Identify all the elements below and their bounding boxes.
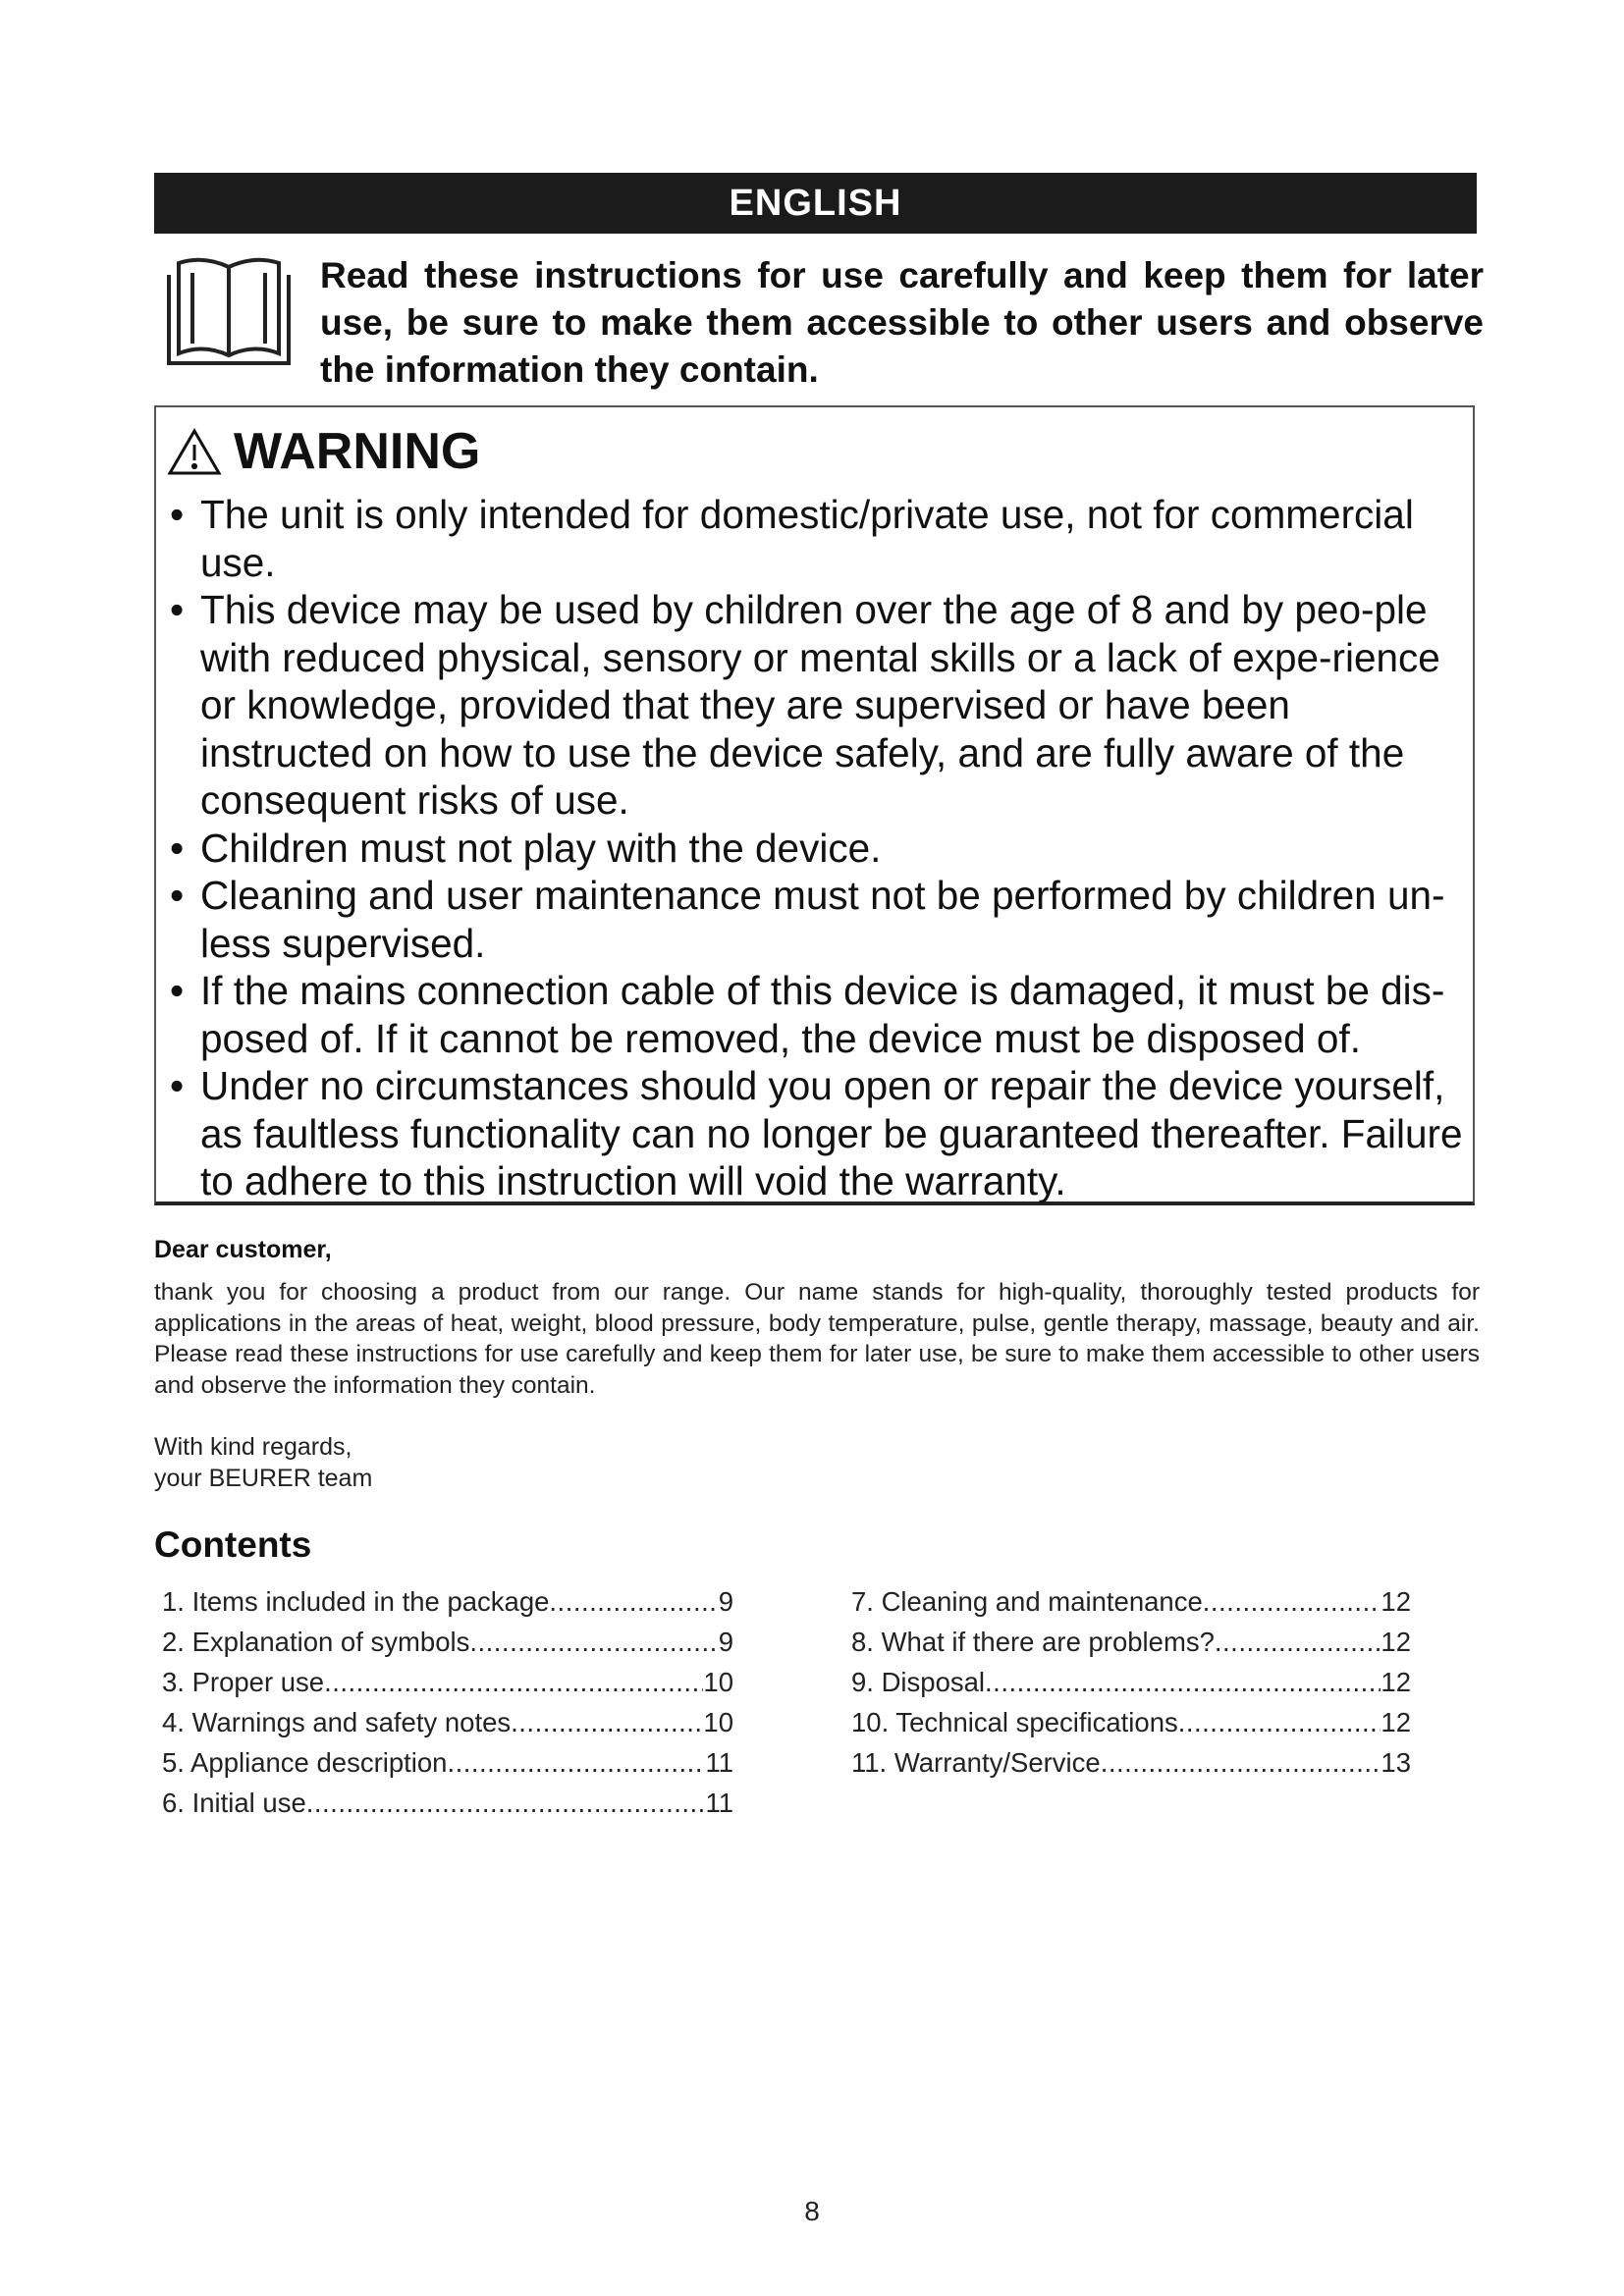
warning-item: • The unit is only intended for domestic/private use, not for commercial use. xyxy=(167,491,1473,586)
closing-line: With kind regards, xyxy=(154,1433,352,1461)
warning-triangle-icon xyxy=(167,427,222,476)
letter-greeting: Dear customer, xyxy=(154,1236,332,1263)
toc-entry[interactable] xyxy=(162,1702,733,1742)
toc-label: 2. Explanation of symbols xyxy=(162,1627,470,1657)
toc-page: 10 xyxy=(703,1667,733,1697)
toc-page: 11 xyxy=(705,1788,733,1818)
book-icon xyxy=(159,253,298,371)
page-number: 8 xyxy=(804,2196,820,2226)
toc-column-left xyxy=(162,1581,733,1823)
toc-label: 3. Proper use xyxy=(162,1667,325,1697)
toc-label: 1. Items included in the package xyxy=(162,1586,550,1617)
toc-page: 9 xyxy=(718,1586,733,1617)
toc-page: 12 xyxy=(1380,1667,1411,1697)
toc-entry[interactable] xyxy=(162,1581,733,1622)
toc-entry[interactable] xyxy=(851,1662,1411,1702)
toc-page: 13 xyxy=(1380,1747,1411,1778)
toc-entry[interactable] xyxy=(162,1742,733,1783)
warning-item: • If the mains connection cable of this device is damaged, it must be dis-posed of. If it cannot be removed, the device must be disposed of. xyxy=(167,967,1473,1062)
toc-entry[interactable] xyxy=(162,1622,733,1662)
toc-label: 4. Warnings and safety notes xyxy=(162,1707,512,1737)
toc-label: 11. Warranty/Service xyxy=(851,1747,1101,1778)
warning-title: WARNING xyxy=(234,423,481,480)
toc-page: 10 xyxy=(703,1707,733,1737)
toc-entry[interactable] xyxy=(851,1622,1411,1662)
toc-label: 8. What if there are problems? xyxy=(851,1627,1215,1657)
language-header: ENGLISH xyxy=(154,173,1477,234)
toc-entry[interactable] xyxy=(851,1581,1411,1622)
toc-label: 7. Cleaning and maintenance xyxy=(851,1586,1203,1617)
warning-list xyxy=(167,491,1473,1205)
toc-page: 12 xyxy=(1380,1707,1411,1737)
signature-line: your BEURER team xyxy=(154,1465,373,1492)
toc-entry[interactable] xyxy=(162,1662,733,1702)
warning-item: • Under no circumstances should you open or repair the device yourself, as faultless functionality can no longer be guaranteed thereafter. Failure to adhere to this instruction will void the warranty. xyxy=(167,1062,1473,1205)
contents-title: Contents xyxy=(154,1524,312,1565)
warning-item: • Children must not play with the device. xyxy=(167,825,1473,873)
toc-page: 11 xyxy=(705,1747,733,1778)
toc-page: 12 xyxy=(1380,1627,1411,1657)
toc-entry[interactable] xyxy=(162,1783,733,1823)
intro-instruction: Read these instructions for use carefully and keep them for later use, be sure to make them accessible to other users and observe the information they contain. xyxy=(320,255,1484,390)
warning-heading xyxy=(167,417,480,486)
letter-body: thank you for choosing a product from our range. Our name stands for high-quality, thoroughly tested products for applications in the areas of heat, weight, blood pressure, body temperature, pulse, gentle therapy, massage, beauty and air. Please read these instructions for use carefully and keep them for later use, be sure to make them accessible to other users and observe the information they contain. xyxy=(154,1279,1480,1399)
toc-label: 10. Technical specifications xyxy=(851,1707,1178,1737)
toc-page: 12 xyxy=(1380,1586,1411,1617)
toc-label: 6. Initial use xyxy=(162,1788,306,1818)
toc-entry[interactable] xyxy=(851,1702,1411,1742)
warning-item: • Cleaning and user maintenance must not be performed by children un-less supervised. xyxy=(167,872,1473,967)
warning-item: • This device may be used by children over the age of 8 and by peo-ple with reduced physical, sensory or mental skills or a lack of expe-rience or knowledge, provided that they are supervised or have been instructed on how to use the device safely, and are fully aware of the consequent risks of use. xyxy=(167,586,1473,825)
toc-label: 9. Disposal xyxy=(851,1667,986,1697)
toc-page: 9 xyxy=(718,1627,733,1657)
letter-closing xyxy=(154,1431,372,1494)
toc-column-right xyxy=(851,1581,1411,1783)
toc-entry[interactable] xyxy=(851,1742,1411,1783)
toc-label: 5. Appliance description xyxy=(162,1747,448,1778)
